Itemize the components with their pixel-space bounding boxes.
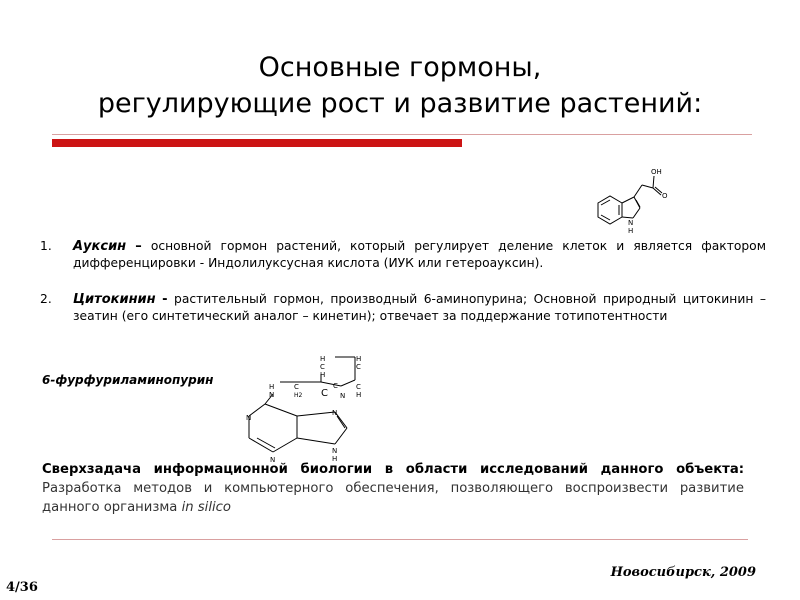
- title-divider: [52, 134, 752, 135]
- kinetin-atom-h: H: [320, 355, 326, 363]
- footer-divider: [52, 539, 748, 540]
- kinetin-atom-c: C: [356, 363, 361, 371]
- iaa-h-label: H: [628, 227, 634, 235]
- auxin-description: основной гормон растений, который регулирует деление клеток и является фактором дифференцировки - Индолилуксусная кислота (ИУК или гетероауксин).: [73, 239, 766, 270]
- title-accent-bar: [52, 139, 462, 147]
- title-line-1: Основные гормоны,: [258, 52, 542, 83]
- kinetin-atom-c: C: [356, 383, 361, 391]
- superzadacha-in-silico: in silico: [181, 500, 231, 515]
- iaa-n-label: N: [628, 219, 634, 227]
- title-line-2: регулирующие рост и развитие растений:: [97, 88, 703, 119]
- kinetin-ch2-c: C: [294, 383, 299, 391]
- superzadacha-heading: Сверхзадача информационной биологии в области исследований данного объекта:: [42, 462, 744, 477]
- page-number: 4/36: [6, 580, 38, 595]
- kinetin-atom-n: N: [332, 447, 338, 455]
- footer-city-year: Новосибирск, 2009: [610, 565, 756, 580]
- kinetin-atom-c: C: [320, 363, 325, 371]
- kinetin-ch2-h2: H2: [294, 392, 303, 399]
- term-cytokinin: Цитокинин: [73, 292, 156, 307]
- molecule-label: 6-фурфуриламинопурин: [42, 373, 214, 387]
- kinetin-atom-h: H: [356, 355, 362, 363]
- iaa-structure: [580, 160, 690, 240]
- superzadacha-paragraph: [42, 460, 744, 517]
- list-item-cytokinin: [40, 291, 766, 325]
- term-auxin: Ауксин: [73, 239, 127, 254]
- kinetin-atom-n: N: [246, 414, 252, 422]
- hormone-list: [40, 238, 766, 325]
- term-dash: –: [135, 239, 142, 254]
- list-number: 2.: [40, 292, 52, 306]
- iaa-o-label: O: [662, 192, 668, 200]
- kinetin-atom-n: N: [340, 392, 346, 400]
- list-number: 1.: [40, 239, 52, 253]
- list-item-auxin: [40, 238, 766, 272]
- cytokinin-description: растительный гормон, производный 6-аминопурина; Основной природный цитокинин – зеатин (его синтетический аналог – кинетин); отвечает за поддержание тотипотентности: [73, 292, 766, 323]
- iaa-oh-label: OH: [651, 168, 662, 176]
- kinetin-atom-c: C: [333, 382, 338, 390]
- slide-title: [0, 50, 800, 122]
- kinetin-atom-h: H: [332, 455, 338, 463]
- kinetin-atom-h: H: [320, 371, 326, 379]
- superzadacha-text: Разработка методов и компьютерного обеспечения, позволяющего воспроизвести развитие данного организма: [42, 481, 744, 515]
- kinetin-atom-h: H: [356, 391, 362, 399]
- kinetin-atom-n: N: [332, 409, 338, 417]
- kinetin-atom-h: H: [269, 383, 275, 391]
- kinetin-structure: [235, 352, 385, 467]
- kinetin-atom-n: N: [270, 456, 276, 464]
- kinetin-atom-c: C: [321, 388, 328, 399]
- kinetin-atom-n: N: [269, 391, 275, 399]
- term-dash: -: [162, 292, 168, 307]
